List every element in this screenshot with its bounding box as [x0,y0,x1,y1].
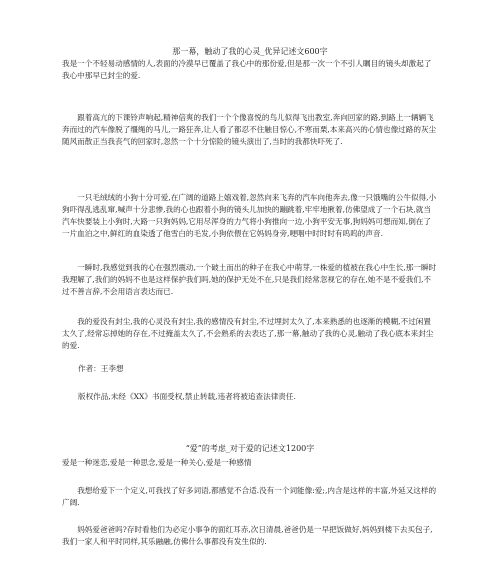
article1-paragraph-1: 我是一个不轻易动感情的人,表面的冷漠早已覆盖了我心中的那份爱,但是那一次一个不引人瞩目的镜头却激起了我心中那早已封尘的爱. [62,59,432,80]
article1-copyright: 版权作品,未经《XX》书面受权,禁止转载,违者将被追查法律责任. [78,392,296,401]
article2-paragraph-1: 我想给爱下一个定义,可我找了好多词语,都感觉不合适.没有一个词能像:爱;,内含是这样的丰富,外延又这样的广阔. [62,486,437,507]
article1-title: 那一幕，触动了我的心灵_优异记述文600字 [172,47,328,56]
article2-title: “爱”的考虑_对于爱的记述文1200字 [185,444,315,453]
article1-paragraph-2: 跟着高亢的下课铃声响起,精神倍爽的我们一个个像喜悦的鸟儿似得飞出教室,奔向回家的路,到路上一辆辆飞奔而过的汽车像脱了缰绳的马儿,一路狂奔,让人看了都忍不住触目惊心,不寒而栗,本来高兴的心情也像过路的灰尘随风而散正当我丧气的回家时,忽然一个十分惊险的镜头演出了,当时的我都快吓死了. [62,113,437,146]
article2-paragraph-2: 妈妈爱爸爸吗?存时看他们为必定小事争的面红耳赤,次日清晨,爸爸仍是一早把饭做好,妈妈到楼下去买包子,我们一家人和平时同样,其乐融融,仿佛什么事都没有发生似的. [62,525,433,546]
article1-paragraph-3: 一只毛绒绒的小狗十分可爱,在广阔的道路上嬉戏着,忽然向来飞奔的汽车向他奔去,像一只饿嘴的公牛似得,小狗吓得乱逃乱窜,喊声十分悲惨,我的心也跟着小狗的镜头儿加快的蹦跳着,牢牢地揪着,仿佛望成了一个石块,就当汽车快要装上小狗时,大路一只狗妈妈,它用尽浑身的力气将小狗推向一边,小狗平安无事,狗妈妈可想而知,倒在了一片血泊之中,鲜红的血染透了他雪白的毛发,小狗依偎在它妈妈身旁,哽咽中时时时有呜呜的声音. [62,193,437,238]
article1-paragraph-4: 一瞬时,我感觉到我的心在强烈震动,一个破土而出的种子在我心中萌芽,一株爱的植被在我心中生长,那一瞬时我理解了,我们的妈妈不也是这样保护我们吗,她的保护无处不在,只是我们经常忽视它的存在,她不是不爱我们,不过不善言辞,不会用语言表达而已. [62,263,437,296]
article1-paragraph-5: 我的爱没有封尘,我的心灵没有封尘,我的感情没有封尘,不过埋封太久了,本来熟悉的也逐渐的模糊,不过闲置太久了,经常忘掉她的存在,不过掩盖太久了,不会熟系的去表达了,那一幕,触动了我的心灵,触动了我心底本来封尘的爱. [62,317,434,350]
article1-author: 作者：王李想 [78,364,124,373]
article2-lead: 爱是一种迷恋,爱是一种思念,爱是一种关心,爱是一种感情 [62,458,252,467]
